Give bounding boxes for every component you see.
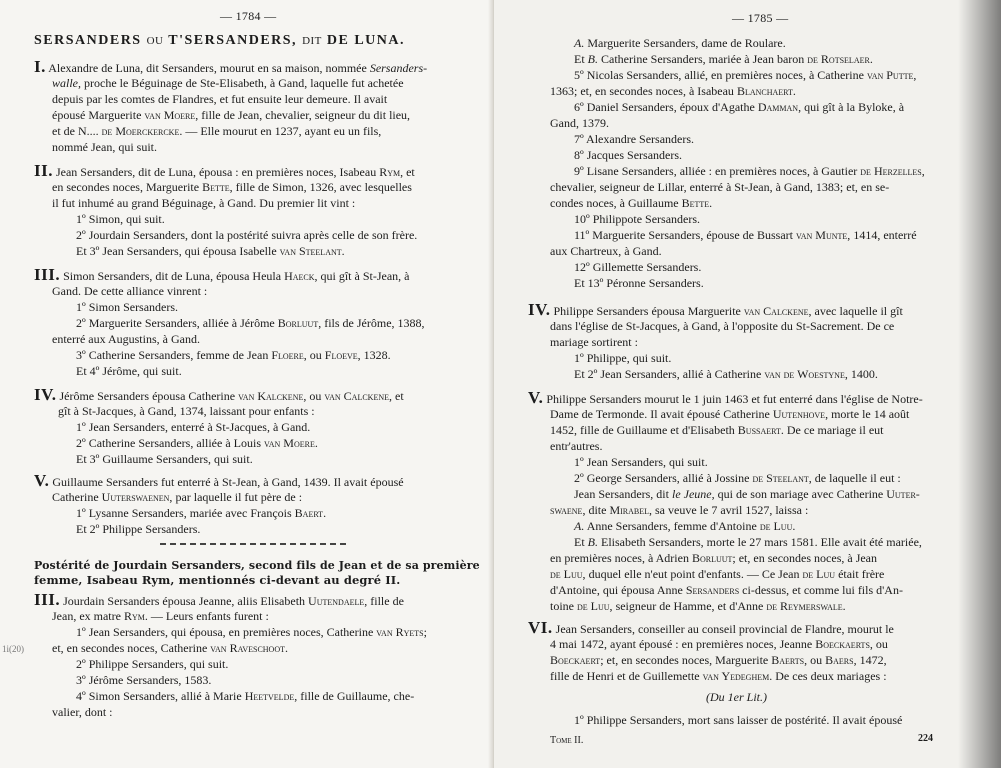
signature-number: 224 [918,733,933,744]
page-edge-shadow [958,0,1001,768]
page-number-header: — 1784 — [220,9,277,23]
genealogy-title: SERSANDERS OU T'SERSANDERS, DIT DE LUNA. [34,33,406,48]
section-divider [160,543,350,545]
page-number-header: — 1785 — [732,11,789,25]
margin-annotation: 1i(20) [2,644,24,654]
right-page: — 1785 — A. Marguerite Sersanders, dame de Roulare. Et B. Catherine Sersanders, mariée à Jean baron de Rotselaer. 5º Nicolas Sersanders, allié, en premières noces, à Catherine van Putte, 1363; et, en secondes noces, à Isabeau Blanchaert. 6º Daniel Sersanders, époux d'Agathe Damman, qui gît à la Byloke, à Gand, 1379. 7º Alexandre Sersanders. 8º Jacques Sersanders. 9º Lisane Sersanders, alliée : en premières noces, à Gautier de Herzelles, chevalier, seigneur de Lillar, enterré à St-Jean, à Gand, 1383; et, en se- condes noces, à Guillaume Bette. 10º Philippote Sersanders. 11º Marguerite Sersanders, épouse de Bussart van Munte, 1414, enterré aux Chartreux, à Gand. 12º Gillemette Sersanders. Et 13º Péronne Sersanders. IV. Philippe Sersanders épousa Marguerite van Calckene, avec laquelle il gît dans l'église de St-Jacques, à Gand, à l'opposite du St-Sacrement. De ce mariage sortirent : 1º Philippe, qui suit. Et 2º Jean Sersanders, allié à Catherine van de Woestyne, 1400. V. Philippe Sersanders mourut le 1 juin 1463 et fut enterré dans l'église de Notre- Dame de Termonde. Il avait épousé Catherine Uutenhove, morte le 14 août 1452, fille de Guillaume et d'Elisabeth Bussaert. De ce mariage il eut entr'autres. 1º Jean Sersanders, qui suit. 2º George Sersanders, allié à Jossine de Steelant, de laquelle il eut : Jean Sersanders, dit le Jeune, qui de son mariage avec Catherine Uuter- swaene, dite Mirabel, sa veuve le 7 avril 1527, laissa : A. Anne Sersanders, femme d'Antoine de Luu. Et B. Elisabeth Sersanders, morte le 27 mars 1581. Elle avait été mariée, en premières noces, à Adrien Borluut; et, en secondes noces, à Jean de Luu, duquel elle n'eut point d'enfants. — Ce Jean de Luu était frère d'Antoine, qui épousa Anne Sersanders ci-dessus, et comme lui fils d'An- toine de Luu, seigneur de Hamme, et d'Anne de Reymerswale. VI. Jean Sersanders, conseiller au conseil provincial de Flandre, mourut le 4 mai 1472, ayant épousé : en premières noces, Jeanne Boeckaerts, ou Boeckaert; et, en secondes noces, Marguerite Baerts, ou Baers, 1472, fille de Henri et de Guillemette van Yedeghem. De ces deux mariages : (Du 1er Lit.) 1º Philippe Sersanders, mort sans laisser de postérité. Il avait épousé Tome II. 224 [494,0,1001,768]
left-page: — 1784 — SERSANDERS OU T'SERSANDERS, DIT DE LUNA. I. Alexandre de Luna, dit Sersanders, mourut en sa maison, nommée Sersanders- walle, proche le Béguinage de Ste-Elisabeth, à Gand, laquelle fut achetée depuis par les comtes de Flandres, et fut ensuite leur demeure. Il avait épousé Marguerite van Moere, fille de Jean, chevalier, seigneur du dit lieu, et de N.... de Moerckercke. — Elle mourut en 1237, ayant eu un fils, nommé Jean, qui suit. II. Jean Sersanders, dit de Luna, épousa : en premières noces, Isabeau Rym, et en secondes noces, Marguerite Bette, fille de Simon, 1326, avec lesquelles il fut inhumé au grand Béguinage, à Gand. Du premier lit vint : 1º Simon, qui suit. 2º Jourdain Sersanders, dont la postérité suivra après celle de son frère. Et 3º Jean Sersanders, qui épousa Isabelle van Steelant. III. Simon Sersanders, dit de Luna, épousa Heula Haeck, qui gît à St-Jean, à Gand. De cette alliance vinrent : 1º Simon Sersanders. 2º Marguerite Sersanders, alliée à Jérôme Borluut, fils de Jérôme, 1388, enterré aux Augustins, à Gand. 3º Catherine Sersanders, femme de Jean Floere, ou Floeve, 1328. Et 4º Jérôme, qui suit. IV. Jérôme Sersanders épousa Catherine van Kalckene, ou van Calckene, et gît à St-Jacques, à Gand, 1374, laissant pour enfants : 1º Jean Sersanders, enterré à St-Jacques, à Gand. 2º Catherine Sersanders, alliée à Louis van Moere. Et 3º Guillaume Sersanders, qui suit. V. Guillaume Sersanders fut enterré à St-Jean, à Gand, 1439. Il avait épousé Catherine Uuterswaenen, par laquelle il fut père de : 1º Lysanne Sersanders, mariée avec François Baert. Et 2º Philippe Sersanders. Postérité de Jourdain Sersanders, second fils de Jean et de sa première femme, Isabeau Rym, mentionnés ci-devant au degré II. III. Jourdain Sersanders épousa Jeanne, aliis Elisabeth Uutendaele, fille de Jean, ex matre Rym. — Leurs enfants furent : 1º Jean Sersanders, qui épousa, en premières noces, Catherine van Ryets; et, en secondes noces, Catherine van Raveschoot. 2º Philippe Sersanders, qui suit. 3º Jérôme Sersanders, 1583. 4º Simon Sersanders, allié à Marie Heetvelde, fille de Guillaume, che- valier, dont : 1i(20) [0,0,494,768]
first-marriage-heading: (Du 1er Lit.) [706,690,767,704]
volume-label: Tome II. [550,735,584,746]
